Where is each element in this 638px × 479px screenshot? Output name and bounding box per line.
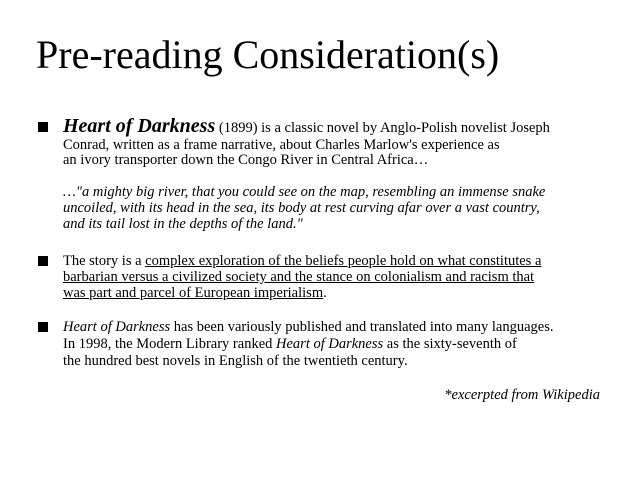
- wikipedia-link-part-2[interactable]: barbarian versus a civilized society and the stance on colonialism and racism that: [63, 269, 535, 285]
- wikipedia-link-part-3[interactable]: was part and parcel of European imperialism: [63, 285, 324, 301]
- slide-title: Pre-reading Consideration(s): [36, 32, 500, 77]
- bullet-1-line-1: [63, 116, 550, 136]
- book-title-ref-2: Heart of Darkness: [276, 336, 384, 352]
- bullet-3-line-2: [63, 337, 517, 352]
- book-title: Heart of Darkness: [63, 115, 216, 137]
- publication-year: (1899): [215, 120, 262, 136]
- bullet-3-line-3: the hundred best novels in English of the twentieth century.: [63, 353, 408, 369]
- bullet-2-line-2: [63, 270, 534, 285]
- wikipedia-link-part-1[interactable]: complex exploration of the beliefs people hold on what constitutes a: [145, 253, 542, 269]
- bullet-1-line-3: an ivory transporter down the Congo River in Central Africa…: [63, 152, 429, 168]
- bullet-3-line-1: [63, 320, 554, 335]
- bullet-2-line-1: [63, 254, 541, 269]
- book-title-ref: Heart of Darkness: [63, 319, 171, 335]
- bullet-3-prefix: In 1998, the Modern Library ranked: [63, 336, 277, 352]
- bullet-2-line-3: [63, 286, 327, 301]
- bullet-2-prefix: The story is a: [63, 253, 146, 269]
- bullet-1-text: is a classic novel by Anglo-Polish novelist Joseph: [261, 120, 550, 136]
- quote-line-1: …"a mighty big river, that you could see on the map, resembling an immense snake: [63, 184, 546, 200]
- bullet-marker-2: [38, 256, 48, 266]
- bullet-marker-3: [38, 322, 48, 332]
- bullet-marker-1: [38, 122, 48, 132]
- period: .: [323, 285, 327, 301]
- source-note: *excerpted from Wikipedia: [444, 386, 600, 403]
- quote-line-3: and its tail lost in the depths of the land.": [63, 216, 303, 232]
- quote-line-2: uncoiled, with its head in the sea, its body at rest curving afar over a vast country,: [63, 200, 540, 216]
- bullet-1-line-2: Conrad, written as a frame narrative, about Charles Marlow's experience as: [63, 137, 500, 153]
- bullet-3-suffix: as the sixty-seventh of: [383, 336, 517, 352]
- bullet-3-text: has been variously published and translated into many languages.: [170, 319, 554, 335]
